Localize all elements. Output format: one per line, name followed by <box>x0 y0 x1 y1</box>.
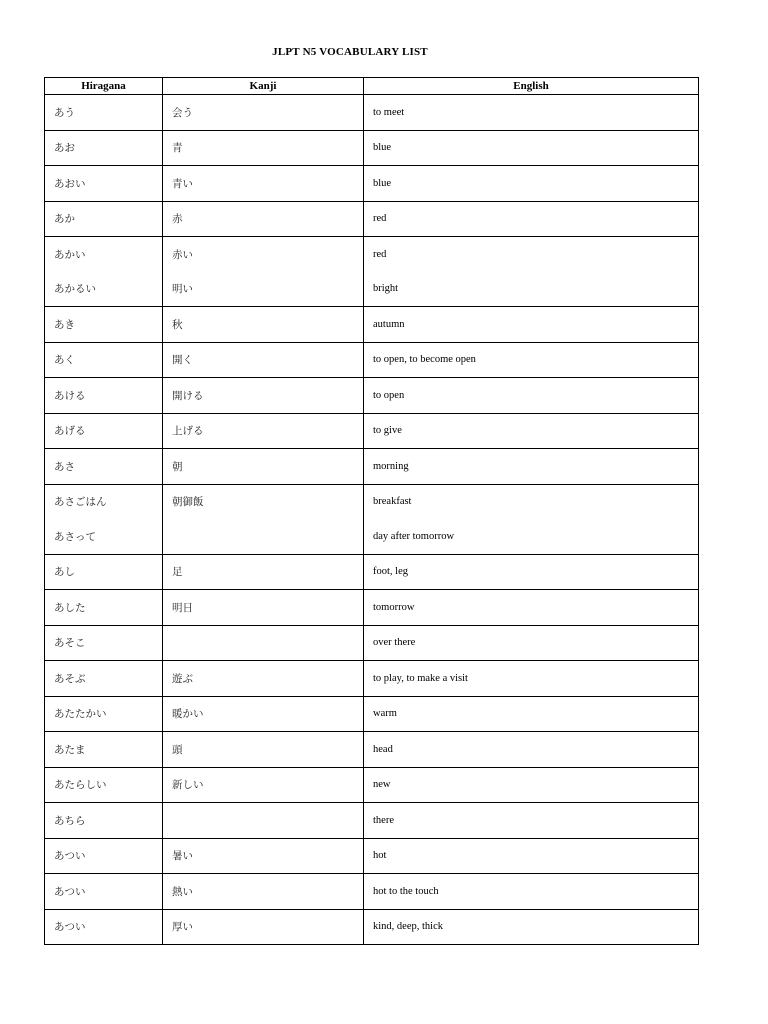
cell-english: autumn <box>364 307 699 343</box>
cell-hiragana: あさごはん <box>45 484 163 519</box>
table-row <box>45 625 699 661</box>
cell-hiragana: あき <box>45 307 163 343</box>
cell-english: hot to the touch <box>364 874 699 910</box>
cell-hiragana: あたま <box>45 732 163 768</box>
cell-hiragana: あお <box>45 130 163 166</box>
cell-kanji: 暖かい <box>163 696 364 732</box>
column-header-kanji: Kanji <box>163 78 364 95</box>
table-row <box>45 696 699 732</box>
cell-hiragana: あさって <box>45 519 163 554</box>
table-row <box>45 732 699 768</box>
cell-english: day after tomorrow <box>364 519 699 554</box>
cell-hiragana: あつい <box>45 874 163 910</box>
cell-kanji: 秋 <box>163 307 364 343</box>
cell-kanji: 朝御飯 <box>163 484 364 519</box>
cell-english: over there <box>364 625 699 661</box>
cell-kanji: 赤 <box>163 201 364 237</box>
table-row <box>45 590 699 626</box>
table-row <box>45 307 699 343</box>
cell-english: morning <box>364 449 699 485</box>
table-row <box>45 95 699 131</box>
cell-hiragana: あし <box>45 554 163 590</box>
cell-hiragana: あかるい <box>45 272 163 307</box>
cell-english: warm <box>364 696 699 732</box>
cell-hiragana: あした <box>45 590 163 626</box>
cell-hiragana: あさ <box>45 449 163 485</box>
cell-hiragana: あおい <box>45 166 163 202</box>
cell-english: blue <box>364 166 699 202</box>
vocabulary-table <box>44 77 699 945</box>
cell-kanji: 青 <box>163 130 364 166</box>
cell-kanji: 開ける <box>163 378 364 414</box>
cell-kanji: 明い <box>163 272 364 307</box>
cell-hiragana: あける <box>45 378 163 414</box>
table-row <box>45 554 699 590</box>
cell-kanji: 会う <box>163 95 364 131</box>
table-row <box>45 484 699 519</box>
cell-kanji: 厚い <box>163 909 364 945</box>
table-row <box>45 237 699 272</box>
cell-kanji <box>163 803 364 839</box>
table-row <box>45 838 699 874</box>
cell-kanji: 遊ぶ <box>163 661 364 697</box>
cell-english: kind, deep, thick <box>364 909 699 945</box>
column-header-hiragana: Hiragana <box>45 78 163 95</box>
cell-english: hot <box>364 838 699 874</box>
table-row <box>45 767 699 803</box>
table-row <box>45 661 699 697</box>
table-row <box>45 803 699 839</box>
cell-hiragana: あつい <box>45 838 163 874</box>
cell-kanji: 新しい <box>163 767 364 803</box>
cell-english: to give <box>364 413 699 449</box>
cell-english: to open <box>364 378 699 414</box>
table-row <box>45 874 699 910</box>
table-row <box>45 909 699 945</box>
cell-english: to meet <box>364 95 699 131</box>
cell-hiragana: あそぶ <box>45 661 163 697</box>
cell-hiragana: あたらしい <box>45 767 163 803</box>
cell-hiragana: あたたかい <box>45 696 163 732</box>
table-row <box>45 413 699 449</box>
table-row <box>45 272 699 307</box>
cell-hiragana: あかい <box>45 237 163 272</box>
table-row <box>45 378 699 414</box>
cell-hiragana: あちら <box>45 803 163 839</box>
cell-hiragana: あく <box>45 342 163 378</box>
table-row <box>45 166 699 202</box>
cell-hiragana: あげる <box>45 413 163 449</box>
cell-kanji: 明日 <box>163 590 364 626</box>
cell-kanji: 頭 <box>163 732 364 768</box>
cell-english: blue <box>364 130 699 166</box>
cell-english: bright <box>364 272 699 307</box>
cell-hiragana: あか <box>45 201 163 237</box>
table-row <box>45 130 699 166</box>
table-row <box>45 342 699 378</box>
cell-kanji: 熱い <box>163 874 364 910</box>
cell-hiragana: あつい <box>45 909 163 945</box>
cell-english: tomorrow <box>364 590 699 626</box>
cell-kanji: 青い <box>163 166 364 202</box>
table-row <box>45 449 699 485</box>
cell-kanji: 赤い <box>163 237 364 272</box>
cell-kanji: 暑い <box>163 838 364 874</box>
table-row <box>45 201 699 237</box>
cell-kanji: 開く <box>163 342 364 378</box>
cell-hiragana: あう <box>45 95 163 131</box>
cell-english: there <box>364 803 699 839</box>
cell-english: to open, to become open <box>364 342 699 378</box>
cell-kanji: 足 <box>163 554 364 590</box>
cell-kanji <box>163 625 364 661</box>
cell-english: new <box>364 767 699 803</box>
cell-kanji: 上げる <box>163 413 364 449</box>
cell-english: head <box>364 732 699 768</box>
cell-english: red <box>364 237 699 272</box>
cell-kanji: 朝 <box>163 449 364 485</box>
cell-kanji <box>163 519 364 554</box>
column-header-english: English <box>364 78 699 95</box>
table-header-row <box>45 78 699 95</box>
cell-english: to play, to make a visit <box>364 661 699 697</box>
cell-english: breakfast <box>364 484 699 519</box>
cell-hiragana: あそこ <box>45 625 163 661</box>
cell-english: foot, leg <box>364 554 699 590</box>
page-title: JLPT N5 VOCABULARY LIST <box>272 46 428 58</box>
table-row <box>45 519 699 554</box>
cell-english: red <box>364 201 699 237</box>
